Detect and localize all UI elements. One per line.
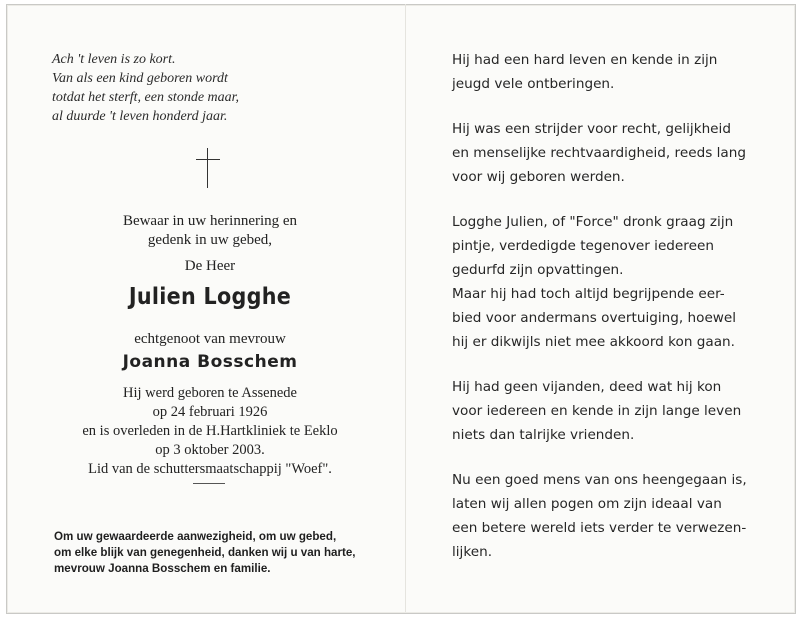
text-line: Logghe Julien, of "Force" dronk graag zijn <box>452 214 734 230</box>
paragraph <box>452 117 747 189</box>
thanks-line: Om uw gewaardeerde aanwezigheid, om uw gebed, <box>54 530 337 543</box>
spouse-name: Joanna Bosschem <box>122 352 298 372</box>
life-line: Hij werd geboren te Assenede <box>123 385 297 401</box>
text-line: lijken. <box>452 544 493 560</box>
text-line: Hij had een hard leven en kende in zijn <box>452 52 718 68</box>
text-line: hij er dikwijls niet mee akkoord kon gaan. <box>452 334 735 350</box>
cross-icon <box>196 148 220 188</box>
paragraph <box>452 210 747 282</box>
poem-line: Ach 't leven is zo kort. <box>52 52 176 67</box>
text-line: niets dan talrijke vrienden. <box>452 427 635 443</box>
text-line: Maar hij had toch altijd begrijpende eer- <box>452 286 725 302</box>
text-line: een betere wereld iets verder te verwezen- <box>452 520 747 536</box>
text-line: gedurfd zijn opvattingen. <box>452 262 624 278</box>
paragraph <box>452 375 747 447</box>
life-line: en is overleden in de H.Hartkliniek te Eeklo <box>82 423 338 439</box>
text-line: voor wij geboren werden. <box>452 169 625 185</box>
poem-line: Van als een kind geboren wordt <box>52 71 228 86</box>
paragraph <box>452 48 747 96</box>
divider <box>193 483 225 484</box>
text-line: Nu een goed mens van ons heengegaan is, <box>452 472 747 488</box>
life-line: op 24 februari 1926 <box>152 404 268 420</box>
remember-line: Bewaar in uw herinnering en <box>122 213 298 229</box>
life-details <box>50 384 370 479</box>
text-line: Hij was een strijder voor recht, gelijkheid <box>452 121 731 137</box>
thanks-text <box>54 529 356 577</box>
text-line: voor iedereen en kende in zijn lange leven <box>452 403 742 419</box>
remember-line: gedenk in uw gebed, <box>147 232 273 248</box>
text-line: bied voor andermans overtuiging, hoewel <box>452 310 737 326</box>
life-line: op 3 oktober 2003. <box>155 442 265 458</box>
text-line: laten wij allen pogen om zijn ideaal van <box>452 496 722 512</box>
text-line: Hij had geen vijanden, deed wat hij kon <box>452 379 722 395</box>
thanks-line: mevrouw Joanna Bosschem en familie. <box>54 562 271 575</box>
poem <box>52 50 239 126</box>
deceased-name: Julien Logghe <box>128 284 292 310</box>
text-line: jeugd vele ontberingen. <box>452 76 615 92</box>
thanks-line: om elke blijk van genegenheid, danken wij u van harte, <box>54 546 356 559</box>
paragraph <box>452 282 747 354</box>
card-fold <box>405 4 406 612</box>
text-line: pintje, verdedigde tegenover iedereen <box>452 238 714 254</box>
poem-line: al duurde 't leven honderd jaar. <box>52 109 228 124</box>
poem-line: totdat het sterft, een stonde maar, <box>52 90 240 105</box>
paragraph <box>452 468 747 564</box>
text-line: en menselijke rechtvaardigheid, reeds lang <box>452 145 746 161</box>
spouse-label: echtgenoot van mevrouw <box>134 331 286 347</box>
life-line: Lid van de schuttersmaatschappij "Woef". <box>88 461 332 477</box>
remember-text <box>50 212 370 250</box>
tribute-text <box>452 48 747 585</box>
title: De Heer <box>184 258 236 274</box>
